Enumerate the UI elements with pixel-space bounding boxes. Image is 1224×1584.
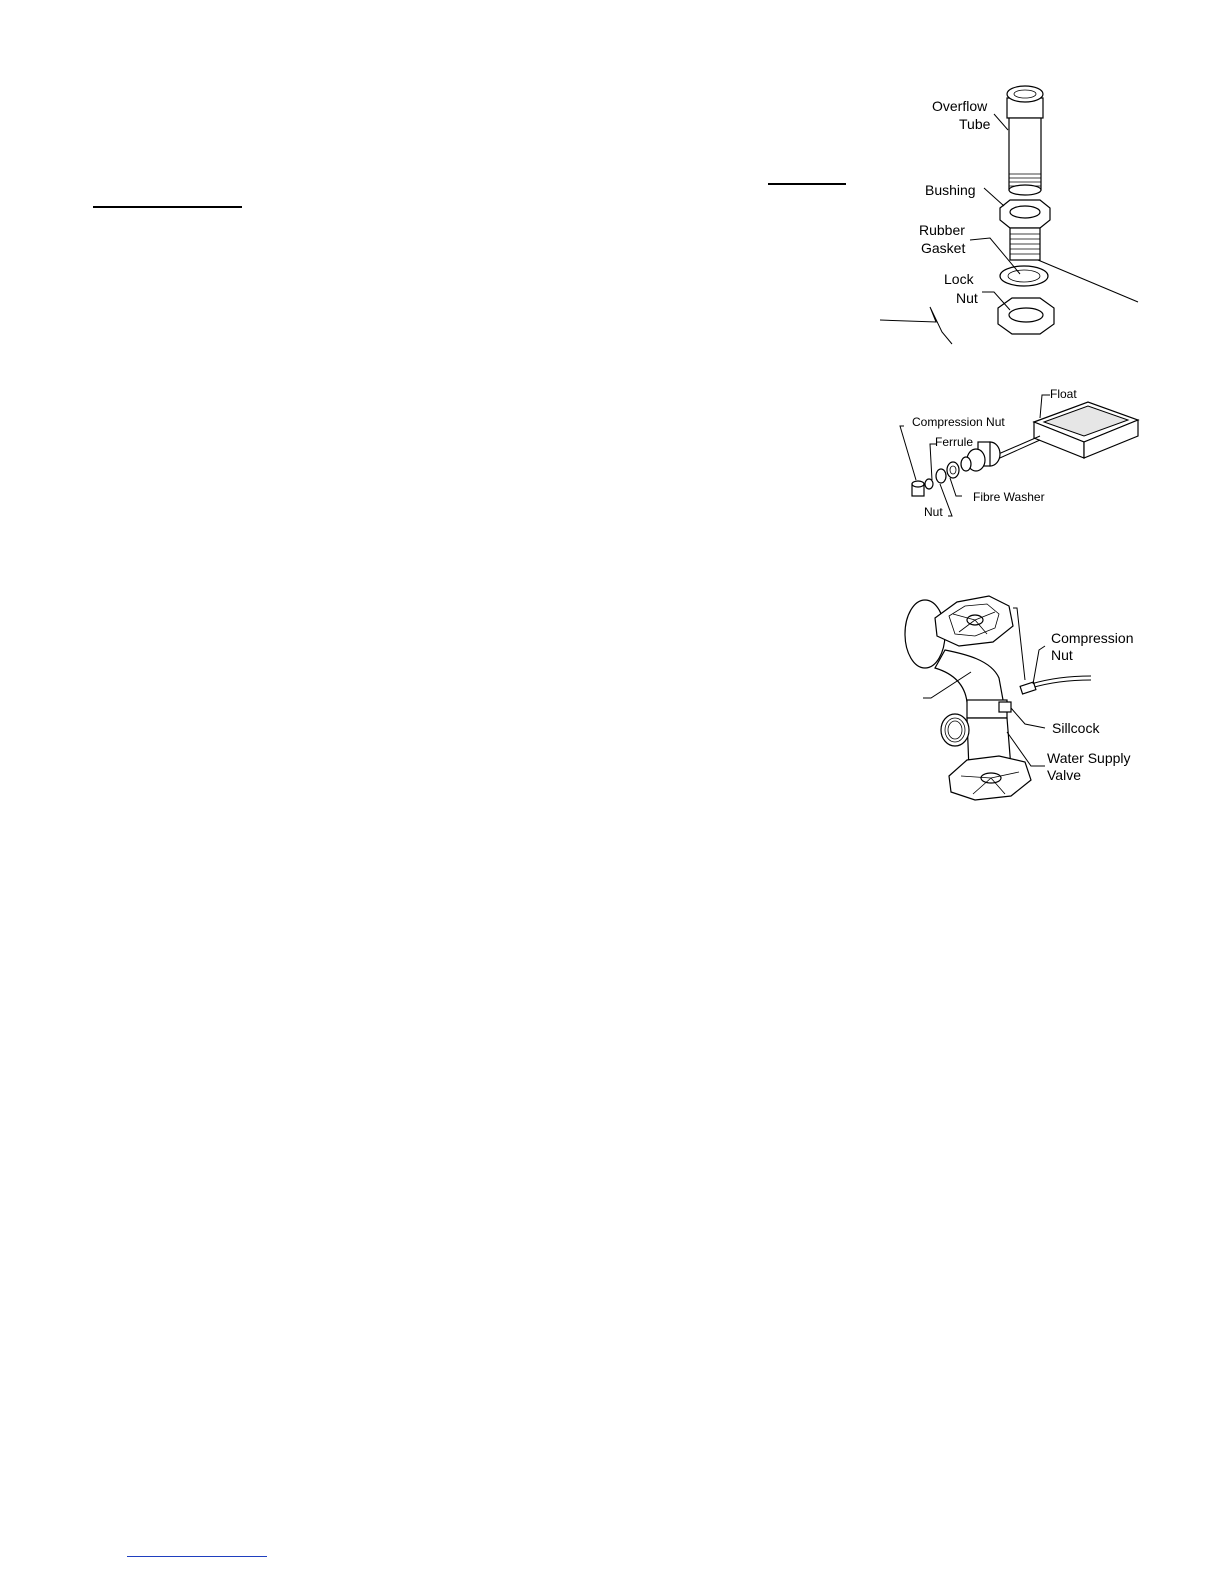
float-assembly-diagram <box>890 380 1150 530</box>
compression-nut-label-2: Nut <box>1051 647 1073 663</box>
lock-nut-part <box>998 298 1054 334</box>
overflow-tube-part <box>1007 86 1043 195</box>
footer-link-underline[interactable] <box>127 1556 267 1557</box>
float-label: Float <box>1050 387 1077 401</box>
float-part <box>1034 402 1138 458</box>
rubber-gasket-label-2: Gasket <box>921 240 966 256</box>
heading-underline-right <box>768 183 846 185</box>
lower-handle-part <box>949 756 1031 800</box>
overflow-tube-diagram <box>870 70 1170 360</box>
water-supply-valve-label-1: Water Supply <box>1047 750 1131 766</box>
compression-nut-label-1: Compression <box>1051 630 1134 646</box>
compression-nut-label: Compression Nut <box>912 415 1005 429</box>
small-parts <box>912 462 959 496</box>
overflow-tube-label-1: Overflow <box>932 98 988 114</box>
rubber-gasket-label-1: Rubber <box>919 222 965 238</box>
lock-nut-label-1: Lock <box>944 271 974 287</box>
sillcock-label: Sillcock <box>1052 720 1100 736</box>
lock-nut-label-2: Nut <box>956 290 978 306</box>
nut-label: Nut <box>924 505 943 519</box>
water-supply-valve-label-2: Valve <box>1047 767 1081 783</box>
upper-handle-part <box>935 596 1013 646</box>
heading-underline-left <box>93 206 242 208</box>
water-supply-valve-diagram <box>895 590 1155 820</box>
rubber-gasket-part <box>1000 266 1048 286</box>
overflow-tube-label-2: Tube <box>959 116 991 132</box>
bushing-part <box>1000 200 1050 260</box>
bushing-label: Bushing <box>925 182 976 198</box>
ferrule-label: Ferrule <box>935 435 974 449</box>
fibre-washer-label: Fibre Washer <box>973 490 1045 504</box>
sillcock-part <box>999 702 1011 712</box>
